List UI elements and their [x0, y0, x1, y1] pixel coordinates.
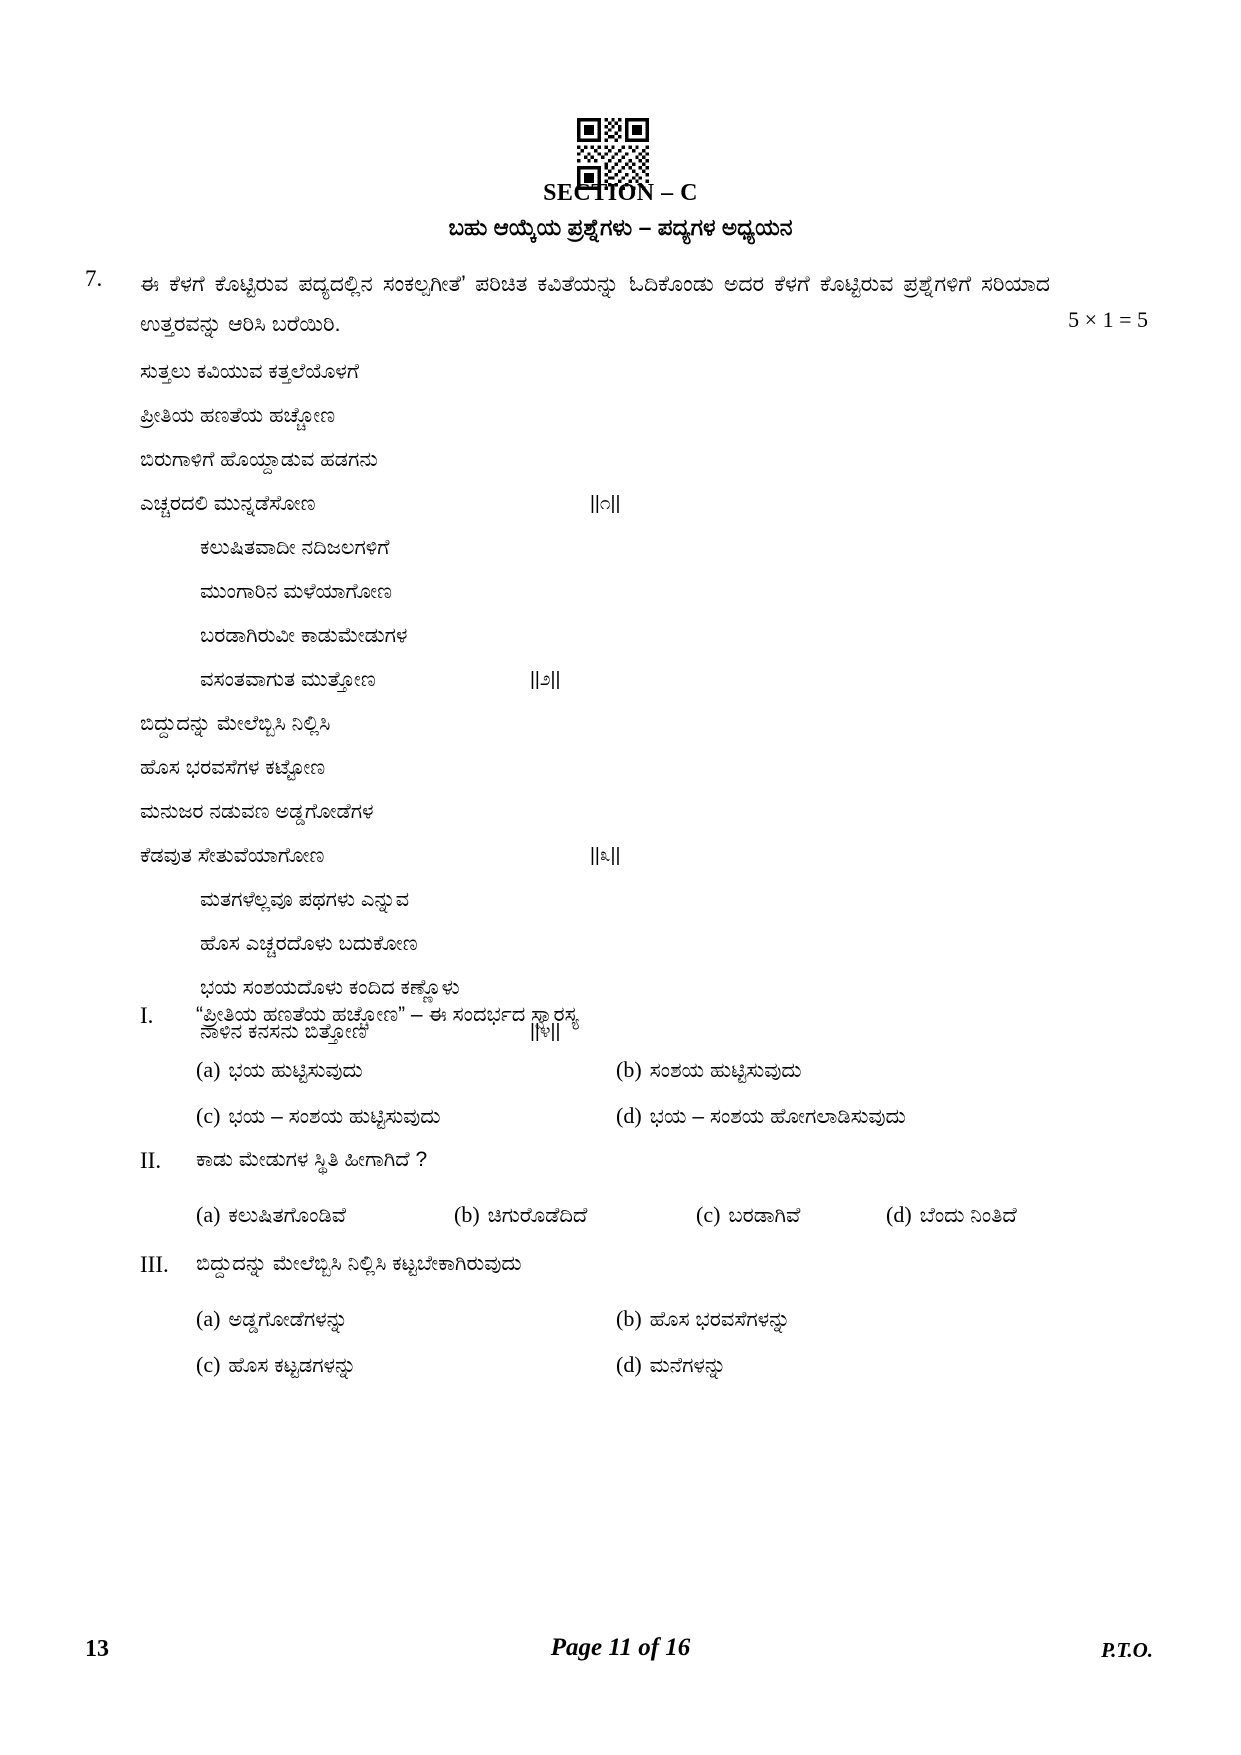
- mcq-option[interactable]: [196, 1093, 441, 1140]
- mcq-options: [196, 1192, 1046, 1238]
- poem-line: ಬರಡಾಗಿರುವೀ ಕಾಡುಮೇಡುಗಳ: [200, 624, 408, 647]
- poem-body: [140, 350, 860, 1054]
- poem-line: ಮತಗಳೆಲ್ಲವೂ ಪಥಗಳು ಎನ್ನುವ: [200, 888, 410, 911]
- option-text: ಬೆಂದು ನಿಂತಿದೆ: [919, 1204, 1017, 1227]
- option-label: (b): [616, 1057, 642, 1082]
- option-label: (d): [616, 1103, 642, 1128]
- mcq-option[interactable]: [196, 1342, 356, 1389]
- option-label: (c): [696, 1202, 721, 1227]
- mcq-option[interactable]: [616, 1296, 790, 1343]
- poem-line: ನಾಳಿನ ಕನಸನು ಬಿತ್ತೋಣ ||೪||: [140, 1010, 860, 1054]
- option-label: (d): [886, 1202, 912, 1227]
- mcq-option-row: [196, 1296, 1046, 1342]
- option-label: (d): [616, 1352, 642, 1377]
- poem-line: ಕಲುಷಿತವಾದೀ ನದಿಜಲಗಳಿಗೆ: [200, 536, 390, 559]
- page-number: Page 11 of 16: [550, 1634, 691, 1661]
- mcq-stem: ಕಾಡು ಮೇಡುಗಳ ಸ್ಥಿತಿ ಹೀಗಾಗಿದೆ ?: [196, 1148, 428, 1171]
- option-text: ಮನೆಗಳನ್ನು: [649, 1354, 727, 1377]
- poem-line: ಹೊಸ ಭರವಸೆಗಳ ಕಟ್ಟೋಣ: [140, 756, 326, 779]
- option-label: (c): [196, 1352, 221, 1377]
- mcq-option-row: [196, 1192, 1046, 1238]
- poem-line: ಸುತ್ತಲು ಕವಿಯುವ ಕತ್ತಲೆಯೊಳಗೆ: [140, 360, 360, 383]
- poem-line: ಕೆಡವುತ ಸೇತುವೆಯಾಗೋಣ ||೩||: [140, 834, 860, 878]
- poem-line: ಹೊಸ ಎಚ್ಚರದೊಳು ಬದುಕೋಣ: [200, 932, 418, 955]
- mcq-options: [196, 1296, 1046, 1388]
- footer-pto: P.T.O.: [1101, 1638, 1153, 1662]
- option-text: ಭಯ ಹುಟ್ಟಿಸುವುದು: [228, 1059, 363, 1082]
- option-label: (b): [454, 1202, 480, 1227]
- option-text: ಭಯ – ಸಂಶಯ ಹುಟ್ಟಿಸುವುದು: [228, 1105, 441, 1128]
- option-text: ಅಡ್ಡಗೋಡೆಗಳನ್ನು: [228, 1308, 348, 1331]
- mcq-number: II.: [140, 1148, 162, 1173]
- option-label: (b): [616, 1306, 642, 1331]
- question-text: ಈ ಕೆಳಗೆ ಕೊಟ್ಟಿರುವ ಪದ್ಯದಲ್ಲಿನ ಸಂಕಲ್ಪಗೀತೆ’ ಪರಿಚಿತ ಕವಿತೆಯನ್ನು ಓದಿಕೊಂಡು ಅದರ ಕೆಳಗೆ ಕೊಟ್ಟಿರುವ ಪ್ರಶ್ನೆಗಳಿಗೆ ಸರಿಯಾದ ಉತ್ತರವನ್ನು ಆರಿಸಿ ಬರೆಯಿರಿ.: [140, 271, 1050, 336]
- mcq-option[interactable]: [196, 1047, 363, 1094]
- option-text: ಕಲುಷಿತಗೊಂಡಿವೆ: [228, 1204, 347, 1227]
- mcq-option[interactable]: [454, 1192, 587, 1239]
- mcq-option[interactable]: [616, 1093, 906, 1140]
- option-label: (a): [196, 1057, 221, 1082]
- mcq-option-row: [196, 1047, 1046, 1093]
- mcq-option[interactable]: [616, 1047, 802, 1094]
- poem-line: ಮುಂಗಾರಿನ ಮಳೆಯಾಗೋಣ: [200, 580, 392, 603]
- option-text: ಬರಡಾಗಿವೆ: [728, 1204, 801, 1227]
- option-text: ಹೊಸ ಕಟ್ಟಡಗಳನ್ನು: [228, 1354, 357, 1377]
- option-text: ಹೊಸ ಭರವಸೆಗಳನ್ನು: [649, 1308, 791, 1331]
- mcq-stem: ಬಿದ್ದುದನ್ನು ಮೇಲೆಬ್ಬಿಸಿ ನಿಲ್ಲಿಸಿ ಕಟ್ಟಬೇಕಾಗಿರುವುದು: [196, 1252, 522, 1275]
- stanza-marker: ||೨||: [530, 669, 561, 690]
- footer-left: 13: [85, 1636, 109, 1662]
- section-title: SECTION – C: [543, 180, 698, 206]
- stanza-marker: ||೧||: [590, 493, 621, 514]
- poem-line: ಬಿದ್ದುದನ್ನು ಮೇಲೆಬ್ಬಿಸಿ ನಿಲ್ಲಿಸಿ: [140, 712, 331, 735]
- stanza-marker: ||೩||: [590, 845, 621, 866]
- mcq-option-row: [196, 1342, 1046, 1388]
- poem-line: ಬಿರುಗಾಳಿಗೆ ಹೊಯ್ದಾಡುವ ಹಡಗನು: [140, 448, 378, 471]
- mcq-option[interactable]: [196, 1192, 346, 1239]
- mcq-option[interactable]: [616, 1342, 726, 1389]
- question-number: 7.: [85, 266, 103, 291]
- option-label: (a): [196, 1202, 221, 1227]
- option-text: ಚಿಗುರೊಡೆದಿದೆ: [487, 1204, 588, 1227]
- option-text: ಭಯ – ಸಂಶಯ ಹೋಗಲಾಡಿಸುವುದು: [649, 1105, 906, 1128]
- mcq-option[interactable]: [196, 1296, 348, 1343]
- question-marks: 5 × 1 = 5: [1068, 307, 1148, 332]
- mcq-option[interactable]: [696, 1192, 800, 1239]
- option-text: ಸಂಶಯ ಹುಟ್ಟಿಸುವುದು: [649, 1059, 802, 1082]
- poem-line: ಮನುಜರ ನಡುವಣ ಅಡ್ಡಗೋಡೆಗಳ: [140, 800, 374, 823]
- section-subtitle: ಬಹು ಆಯ್ಕೆಯ ಪ್ರಶ್ನೆಗಳು – ಪದ್ಯಗಳ ಅಧ್ಯಯನ: [448, 214, 793, 240]
- poem-line: ಎಚ್ಚರದಲಿ ಮುನ್ನಡೆಸೋಣ ||೧||: [140, 482, 860, 526]
- poem-line: ಪ್ರೀತಿಯ ಹಣತೆಯ ಹಚ್ಚೋಣ: [140, 404, 336, 427]
- option-label: (a): [196, 1306, 221, 1331]
- mcq-stem: “ಪ್ರೀತಿಯ ಹಣತೆಯ ಹಚ್ಚೋಣ” – ಈ ಸಂದರ್ಭದ ಸ್ವಾರಸ್ಯ: [196, 1003, 579, 1026]
- mcq-option-row: [196, 1093, 1046, 1139]
- option-label: (c): [196, 1103, 221, 1128]
- mcq-number: III.: [140, 1252, 169, 1277]
- poem-line: ಭಯ ಸಂಶಯದೊಳು ಕಂದಿದ ಕಣ್ಣೊಳು: [200, 976, 460, 999]
- mcq-options: [196, 1047, 1046, 1139]
- poem-line: ವಸಂತವಾಗುತ ಮುತ್ತೋಣ ||೨||: [140, 658, 860, 702]
- mcq-number: I.: [140, 1003, 154, 1028]
- mcq-option[interactable]: [886, 1192, 1017, 1239]
- stanza-marker: ||೪||: [530, 1021, 561, 1042]
